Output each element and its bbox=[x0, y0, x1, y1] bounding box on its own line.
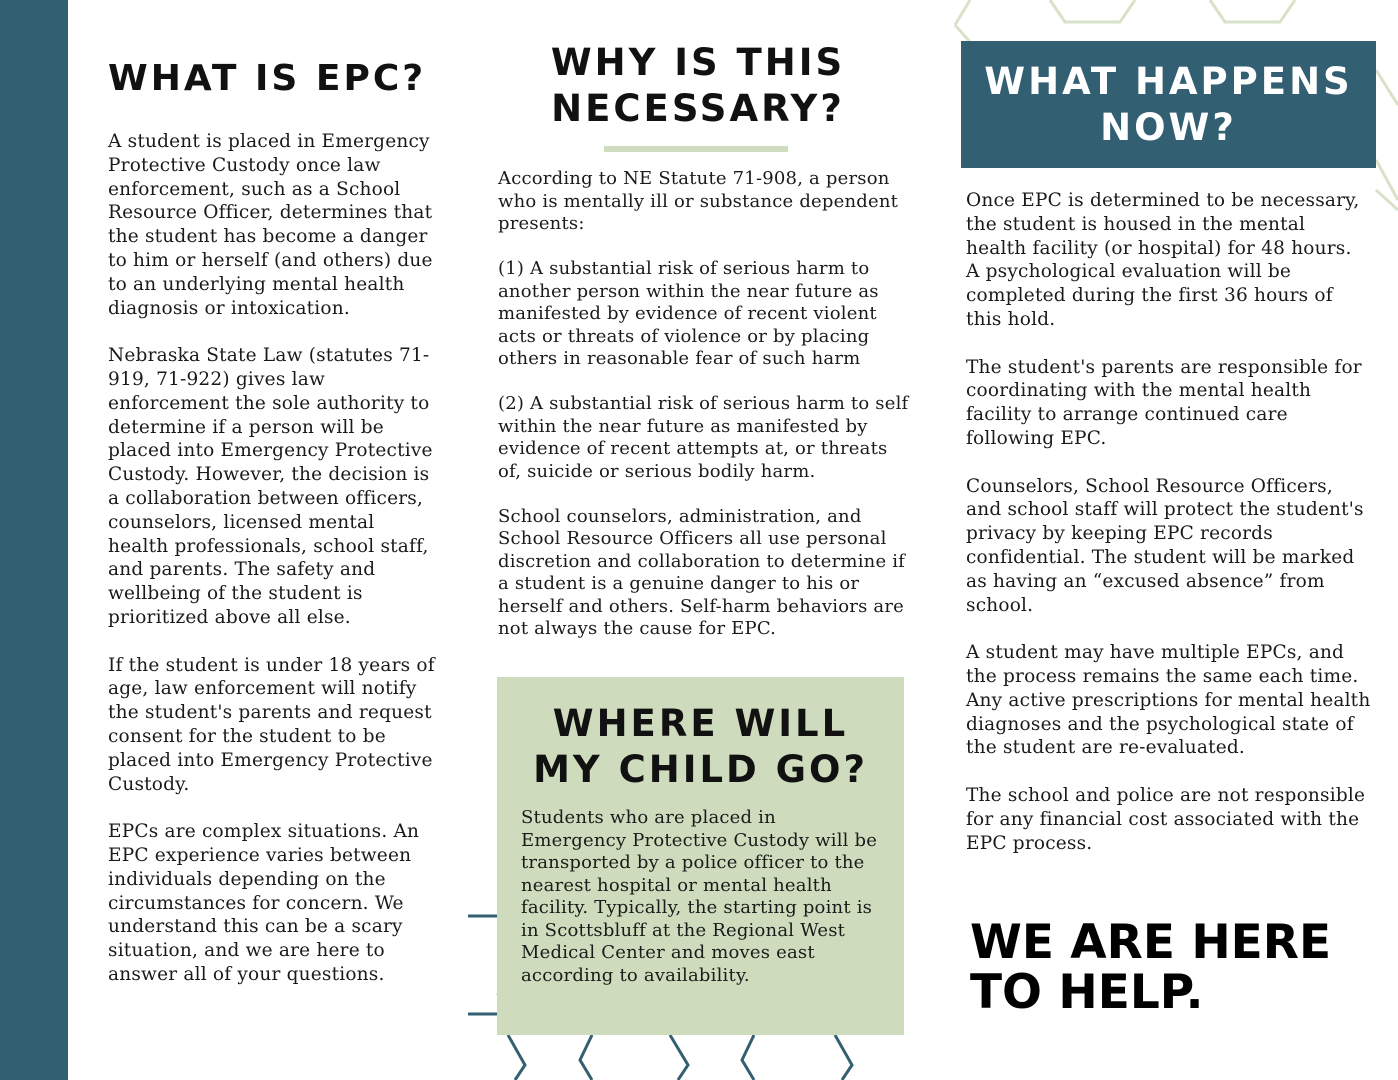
what-is-epc-body bbox=[108, 130, 438, 987]
paragraph: The student's parents are responsible for coordinating with the mental health facility to arrange continued care following EPC. bbox=[966, 356, 1362, 449]
why-necessary-heading bbox=[498, 40, 898, 132]
paragraph: The school and police are not responsible for any financial cost associated with the EPC process. bbox=[966, 784, 1366, 854]
paragraph: (1) A substantial risk of serious harm to another person within the near future as manifested by evidence of recent violent acts or threats of violence or by placing others in reasonable fear of such harm bbox=[498, 258, 879, 369]
left-accent-bar bbox=[0, 0, 68, 1080]
paragraph: Once EPC is determined to be necessary, the student is housed in the mental health facility (or hospital) for 48 hours. A psychological evaluation will be completed during the first 36 hours of this hold. bbox=[966, 190, 1360, 330]
what-happens-now-column bbox=[966, 189, 1371, 855]
why-necessary-body bbox=[498, 168, 913, 641]
where-will-child-go-text: Students who are placed in Emergency Protective Custody will be transported by a police officer to the nearest hospital or mental health facility. Typically, the starting point is in Scottsbluff at the Regional West Medical Center and moves east according to availability. bbox=[521, 807, 878, 986]
paragraph: School counselors, administration, and School Resource Officers all use personal discretion and collaboration to determine if a student is a genuine danger to his or herself and others. Self-harm behaviors are not always the cause for EPC. bbox=[498, 505, 906, 639]
where-will-child-go-heading bbox=[497, 701, 904, 793]
where-heading-line1: WHERE WILL bbox=[552, 702, 849, 745]
what-happens-heading-line1: WHAT HAPPENS bbox=[984, 59, 1353, 103]
why-necessary-heading-line1: WHY IS THIS bbox=[550, 41, 846, 84]
paragraph: A student is placed in Emergency Protective Custody once law enforcement, such as a School Resource Officer, determines that the student has become a danger to him or herself (and others) due to an underlying mental health diagnosis or intoxication. bbox=[108, 131, 433, 319]
paragraph: Counselors, School Resource Officers, and school staff will protect the student's privacy by keeping EPC records confidential. The student will be marked as having an “excused absence” from school. bbox=[966, 475, 1364, 616]
what-is-epc-column bbox=[108, 58, 438, 987]
we-are-here-to-help-tagline bbox=[970, 915, 1390, 1020]
heading-divider bbox=[604, 146, 788, 152]
paragraph: (2) A substantial risk of serious harm to self within the near future as manifested by evidence of recent attempts at, or threats of, suicide or serious bodily harm. bbox=[498, 393, 909, 482]
tagline-line1: WE ARE HERE bbox=[970, 915, 1332, 970]
what-happens-now-body bbox=[966, 189, 1371, 855]
what-happens-heading-line2: NOW? bbox=[1100, 105, 1237, 149]
what-is-epc-heading: WHAT IS EPC? bbox=[108, 58, 427, 99]
what-happens-now-heading bbox=[984, 59, 1352, 151]
paragraph: Nebraska State Law (statutes 71-919, 71-922) gives law enforcement the sole authority to determine if a person will be placed into Emergency Protective Custody. However, the decision is a collaboration between officers, counselors, licensed mental health professionals, school staff, and parents. The safety and wellbeing of the student is prioritized above all else. bbox=[108, 345, 433, 628]
where-heading-line2: MY CHILD GO? bbox=[533, 748, 868, 791]
paragraph: EPCs are complex situations. An EPC experience varies between individuals depending on the circumstances for concern. We understand this can be a scary situation, and we are here to answer all of your questions. bbox=[108, 821, 420, 985]
what-happens-now-banner bbox=[961, 41, 1376, 168]
where-will-child-go-box bbox=[497, 677, 904, 1035]
why-necessary-heading-line2: NECESSARY? bbox=[551, 87, 845, 130]
paragraph: A student may have multiple EPCs, and the process remains the same each time. Any active prescriptions for mental health diagnoses and the psychological state of the student are re-evaluated. bbox=[966, 642, 1371, 759]
why-necessary-column bbox=[498, 168, 913, 641]
tagline-line2: TO HELP. bbox=[970, 965, 1204, 1020]
paragraph: According to NE Statute 71-908, a person who is mentally ill or substance dependent presents: bbox=[498, 168, 899, 234]
paragraph: If the student is under 18 years of age, law enforcement will notify the student's parents and request consent for the student to be placed into Emergency Protective Custody. bbox=[108, 654, 435, 795]
